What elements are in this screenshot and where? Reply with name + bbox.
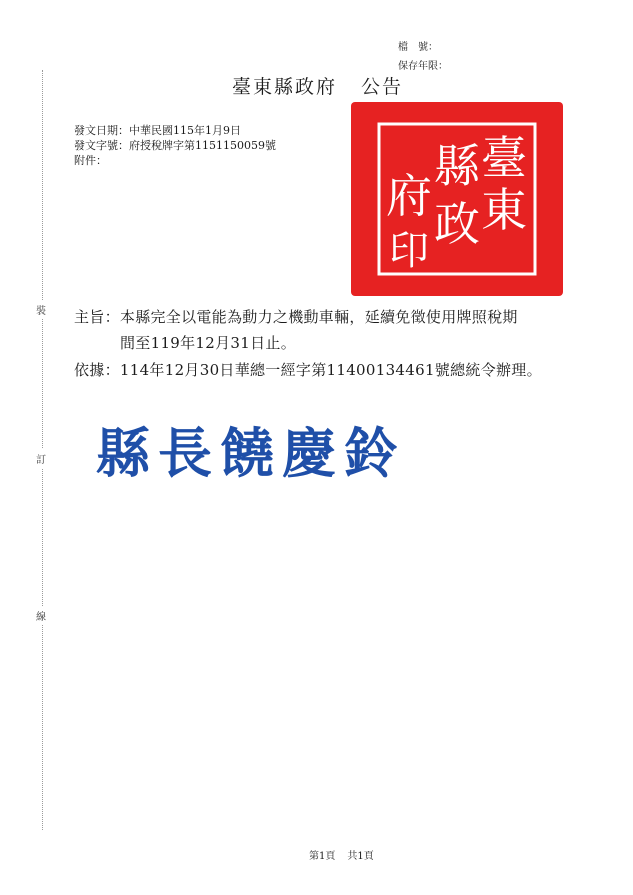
- magistrate-signature-stamp: [96, 418, 408, 488]
- file-number-field: [398, 38, 438, 53]
- official-seal: [349, 100, 565, 298]
- seal-char-fu: 府: [386, 169, 432, 223]
- subject-label: 主旨：: [74, 308, 120, 326]
- page-number: 第1頁: [309, 851, 336, 862]
- signature-char-1: 縣: [96, 421, 150, 485]
- signature-char-5: 鈴: [344, 421, 398, 485]
- attachment-label: 附件：: [74, 154, 107, 167]
- basis-text: 114年12月30日華總一經字第11400134461號總統令辦理。: [119, 361, 542, 379]
- signature-char-4: 慶: [282, 421, 336, 485]
- subject-line-1: [74, 306, 518, 327]
- file-number-label: 檔 號：: [398, 42, 438, 53]
- seal-char-dong: 東: [481, 183, 527, 237]
- seal-char-tai: 臺: [481, 131, 527, 185]
- page-title: [232, 72, 403, 99]
- binding-mark-ding: 訂: [36, 449, 46, 468]
- retention-period-label: 保存年限：: [398, 61, 448, 72]
- issue-date: 發文日期：中華民國115年1月9日: [74, 124, 241, 137]
- binding-mark-zhuang: 裝: [36, 300, 46, 319]
- seal-char-xian: 縣: [434, 139, 480, 193]
- page-footer: [309, 847, 374, 862]
- retention-period-field: [398, 57, 448, 72]
- basis-label: 依據：: [74, 361, 120, 379]
- page-total: 共1頁: [347, 851, 374, 862]
- seal-char-yin: 印: [389, 228, 429, 274]
- signature-char-2: 長: [158, 421, 212, 485]
- subject-line-2: 間至119年12月31日止。: [120, 334, 297, 352]
- binding-mark-xian: 線: [36, 606, 46, 625]
- agency-name: 臺東縣政府: [232, 76, 338, 98]
- seal-char-zheng: 政: [434, 197, 480, 251]
- basis-line: [74, 359, 542, 380]
- subject-text-1: 本縣完全以電能為動力之機動車輛，延續免徵使用牌照稅期: [119, 308, 518, 326]
- reference-number: 發文字號：府授稅牌字第1151150059號: [74, 139, 276, 152]
- signature-char-3: 饒: [220, 421, 274, 485]
- document-type: 公告: [361, 76, 404, 98]
